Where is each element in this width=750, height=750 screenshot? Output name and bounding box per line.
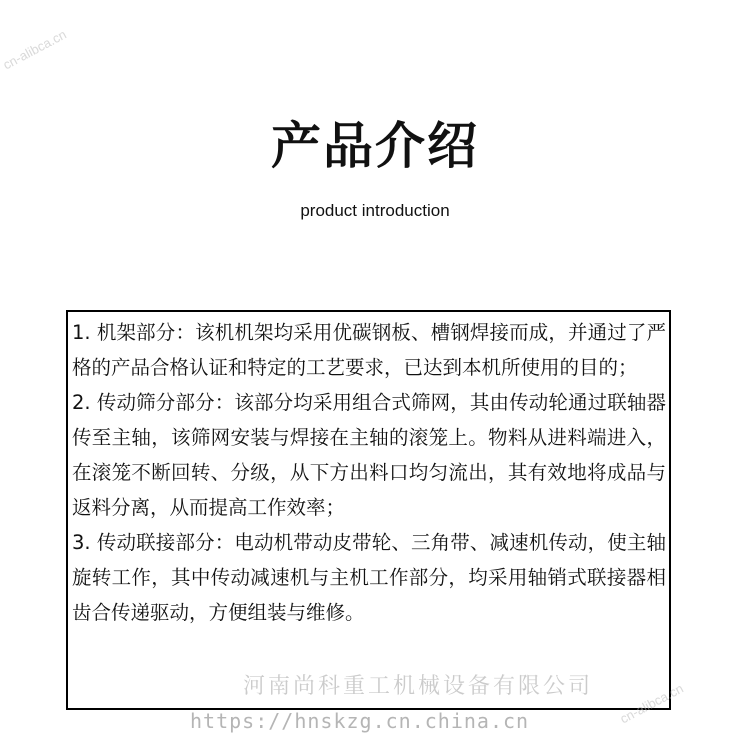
corner-watermark-bottom-right: cn-alibca.cn [617,680,686,727]
url-watermark: https://hnskzg.cn.china.cn [190,709,530,733]
description-paragraph-frame: 1. 机架部分：该机机架均采用优碳钢板、槽钢焊接而成，并通过了严格的产品合格认证和特定的工艺要求，已达到本机所使用的目的； [72,321,666,379]
corner-watermark-top-left: cn-alibca.cn [0,26,69,73]
company-watermark: 河南尚科重工机械设备有限公司 [243,674,594,699]
page-subtitle: product introduction [300,201,450,220]
description-paragraph-drive: 3. 传动联接部分：电动机带动皮带轮、三角带、减速机传动，使主轴旋转工作，其中传动减速机与主机工作部分，均采用轴销式联接器相齿合传递驱动，方便组装与维修。 [72,531,666,624]
description-paragraph-screening: 2. 传动筛分部分：该部分均采用组合式筛网，其由传动轮通过联轴器传至主轴，该筛网安装与焊接在主轴的滚笼上。物料从进料端进入，在滚笼不断回转、分级，从下方出料口均匀流出，其有效地将成品与返料分离，从而提高工作效率； [72,391,666,519]
description-box [66,310,671,710]
page-title: 产品介绍 [271,117,479,175]
